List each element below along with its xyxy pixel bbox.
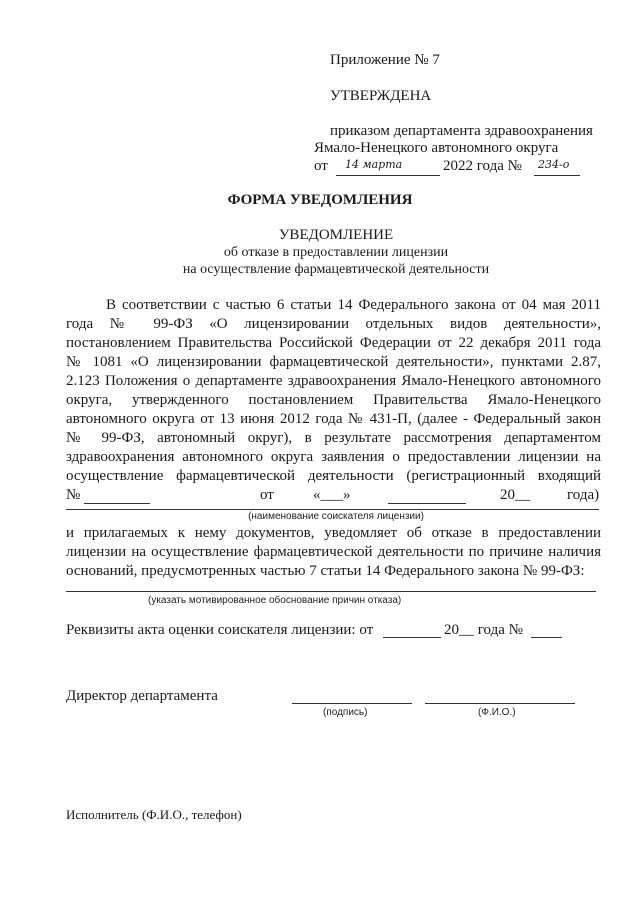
applicant-line <box>66 509 599 510</box>
requisites-label: Реквизиты акта оценки соискателя лицензии: от <box>66 622 374 638</box>
executor-label: Исполнитель (Ф.И.О., телефон) <box>66 807 242 822</box>
reg-number-prefix: № <box>66 487 81 503</box>
signature-caption: (подпись) <box>323 707 368 718</box>
order-number-handwritten: 234-о <box>538 158 570 171</box>
appendix-number: Приложение № 7 <box>330 52 440 68</box>
order-line-2: Ямало-Ненецкого автономного округа <box>314 140 559 156</box>
paragraph1-line-3: постановлением Правительства Российской Федерации от 22 декабря 2011 года <box>66 335 601 351</box>
director-label: Директор департамента <box>66 688 218 704</box>
reg-ot: от <box>260 487 274 503</box>
order-date-line <box>336 175 440 176</box>
reg-number-blank <box>84 503 150 504</box>
paragraph1-line-4: № 1081 «О лицензировании фармацевтической деятельности», пунктами 2.87, <box>66 354 601 370</box>
reg-year-suffix: года) <box>567 487 600 503</box>
requisites-number-blank <box>531 637 562 638</box>
requisites-date-blank <box>383 637 441 638</box>
paragraph1-line-5: 2.123 Положения о департаменте здравоохранения Ямало-Ненецкого автономного <box>66 373 601 389</box>
paragraph2-line-3: оснований, предусмотренных частью 7 статьи 14 Федерального закона № 99-ФЗ: <box>66 563 585 579</box>
paragraph1-line-6: округа, утвержденного постановлением Правительства Ямало-Ненецкого <box>66 392 601 408</box>
approved-label: УТВЕРЖДЕНА <box>330 88 432 104</box>
order-line-1: приказом департамента здравоохранения <box>330 123 593 139</box>
paragraph1-line-10: осуществление фармацевтической деятельности (регистрационный входящий <box>66 468 601 484</box>
paragraph1-line-7: автономного округа от 13 июня 2012 года № 431-П, (далее - Федеральный закон <box>66 411 601 427</box>
applicant-caption: (наименование соискателя лицензии) <box>248 511 424 522</box>
paragraph1-line-8: № 99-ФЗ, автономный округ), в результате рассмотрения департаментом <box>66 430 601 446</box>
name-line <box>425 703 575 704</box>
paragraph2-line-2: лицензии на осуществление фармацевтической деятельности по причине наличия <box>66 544 601 560</box>
notice-subtitle-1: об отказе в предоставлении лицензии <box>223 245 449 260</box>
order-date-prefix: от <box>314 158 328 174</box>
reg-year: 20__ <box>500 487 530 503</box>
reg-day: «___» <box>313 487 351 503</box>
reg-month-blank <box>388 503 466 504</box>
order-date-handwritten: 14 марта <box>345 158 403 171</box>
paragraph1-line-1: В соответствии с частью 6 статьи 14 Федерального закона от 04 мая 2011 <box>106 297 601 313</box>
order-number-line <box>534 175 580 176</box>
notice-subtitle-2: на осуществление фармацевтической деятельности <box>182 262 490 277</box>
paragraph1-line-9: здравоохранения автономного округа заявления о предоставлении лицензии на <box>66 449 601 465</box>
reason-line <box>66 591 596 592</box>
requisites-year: 20__ года № <box>444 622 523 638</box>
reason-caption: (указать мотивированное обоснование причин отказа) <box>148 595 402 606</box>
order-date-suffix: 2022 года № <box>443 158 522 174</box>
name-caption: (Ф.И.О.) <box>478 707 516 718</box>
notice-title: УВЕДОМЛЕНИЕ <box>278 227 394 243</box>
signature-line <box>292 703 412 704</box>
paragraph2-line-1: и прилагаемых к нему документов, уведомляет об отказе в предоставлении <box>66 525 601 541</box>
paragraph1-line-2: года № 99-ФЗ «О лицензировании отдельных видов деятельности», <box>66 316 601 332</box>
form-title: ФОРМА УВЕДОМЛЕНИЯ <box>227 192 413 208</box>
